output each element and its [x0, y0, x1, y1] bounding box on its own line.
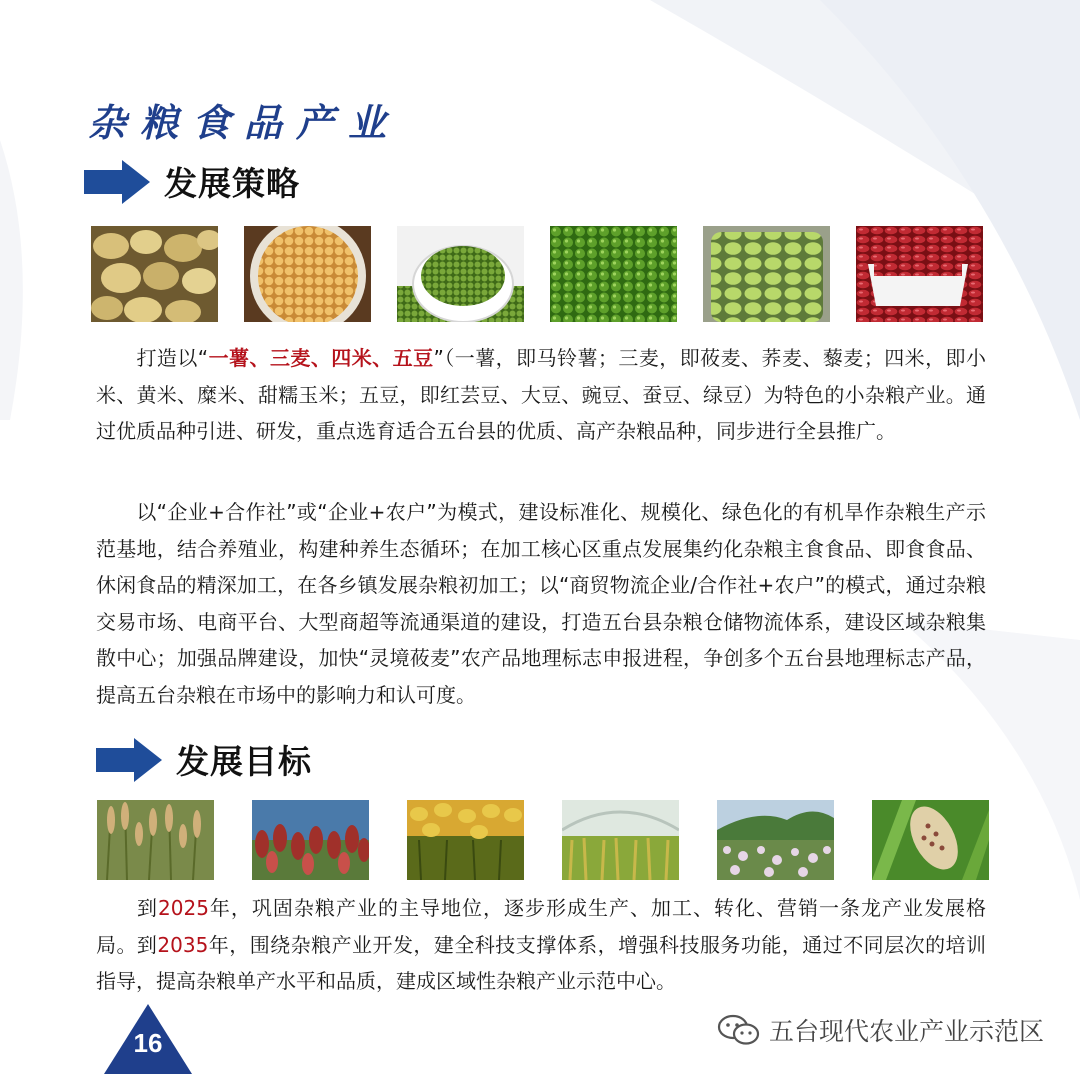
goals-photo-row	[97, 800, 989, 880]
goals-year-2025: 2025	[158, 896, 209, 920]
green-peas-photo	[550, 226, 677, 322]
corn-cob-photo	[872, 800, 989, 880]
wechat-icon	[717, 1013, 761, 1047]
watermark-text: 五台现代农业产业示范区	[768, 1017, 1044, 1046]
greenhouse-crops-photo	[562, 800, 679, 880]
section-goals-header	[96, 736, 312, 783]
page-title: 杂粮食品产业	[88, 100, 401, 145]
goals-text-intro: 到	[136, 896, 159, 920]
strategy-photo-row	[91, 226, 983, 322]
strategy-paragraph-1	[96, 340, 986, 450]
wechat-watermark	[717, 1012, 1044, 1048]
strategy-highlight: 一薯、三麦、四米、五豆	[208, 346, 434, 370]
strategy-paragraph-2	[96, 494, 986, 713]
arrow-right-icon	[96, 738, 162, 782]
mung-beans-bowl-photo	[397, 226, 524, 322]
buckwheat-field-photo	[717, 800, 834, 880]
section-strategy-header	[84, 158, 300, 205]
soybeans-photo	[244, 226, 371, 322]
goals-paragraph	[96, 890, 986, 1000]
millet-field-photo	[97, 800, 214, 880]
potatoes-photo	[91, 226, 218, 322]
section-strategy-title: 发展策略	[164, 164, 300, 203]
section-goals-title: 发展目标	[176, 742, 312, 781]
strategy-p1-intro: 打造以“	[136, 346, 209, 370]
goals-year-2035: 2035	[157, 932, 209, 957]
strategy-p2-body: 以“企业+合作社”或“企业+农户”为模式，建设标准化、规模化、绿色化的有机旱作杂粮生产示范基地，结合养殖业，构建种养生态循环；在加工核心区重点发展集约化杂粮主食食品、即食食品、休闲食品的精深加工，在各乡镇发展杂粮初加工；以“商贸物流企业/合作社+农户”的模式，通过杂粮交易市场、电商平台、大型商超等流通渠道的建设，打造五台县杂粮仓储物流体系，建设区域杂粮集散中心；加强品牌建设，加快“灵境莜麦”农产品地理标志申报进程，争创多个五台县地理标志产品，提高五台杂粮在市场中的影响力和认可度。	[96, 500, 986, 707]
golden-millet-field-photo	[407, 800, 524, 880]
broad-beans-photo	[703, 226, 830, 322]
goals-text-mid: 年，巩固杂粮产业的主导地位，逐步形成生产、加工、转化、营销一条龙产业发展格局。到	[96, 896, 987, 957]
arrow-right-icon	[84, 160, 150, 204]
strategy-p1-body: ”（一薯，即马铃薯；三麦，即莜麦、荞麦、藜麦；四米，即小米、黄米、糜米、甜糯玉米；五豆，即红芸豆、大豆、豌豆、蚕豆、绿豆）为特色的小杂粮产业。通过优质品种引进、研发，重点选育适合五台县的优质、高产杂粮品种，同步进行全县推广。	[96, 346, 986, 443]
goals-text-end: 年，围绕杂粮产业开发，建全科技支撑体系，增强科技服务功能，通过不同层次的培训指导，提高杂粮单产水平和品质，建成区域性杂粮产业示范中心。	[96, 932, 987, 993]
red-kidney-beans-photo	[856, 226, 983, 322]
page-number: 16	[133, 1028, 163, 1058]
sorghum-field-photo	[252, 800, 369, 880]
